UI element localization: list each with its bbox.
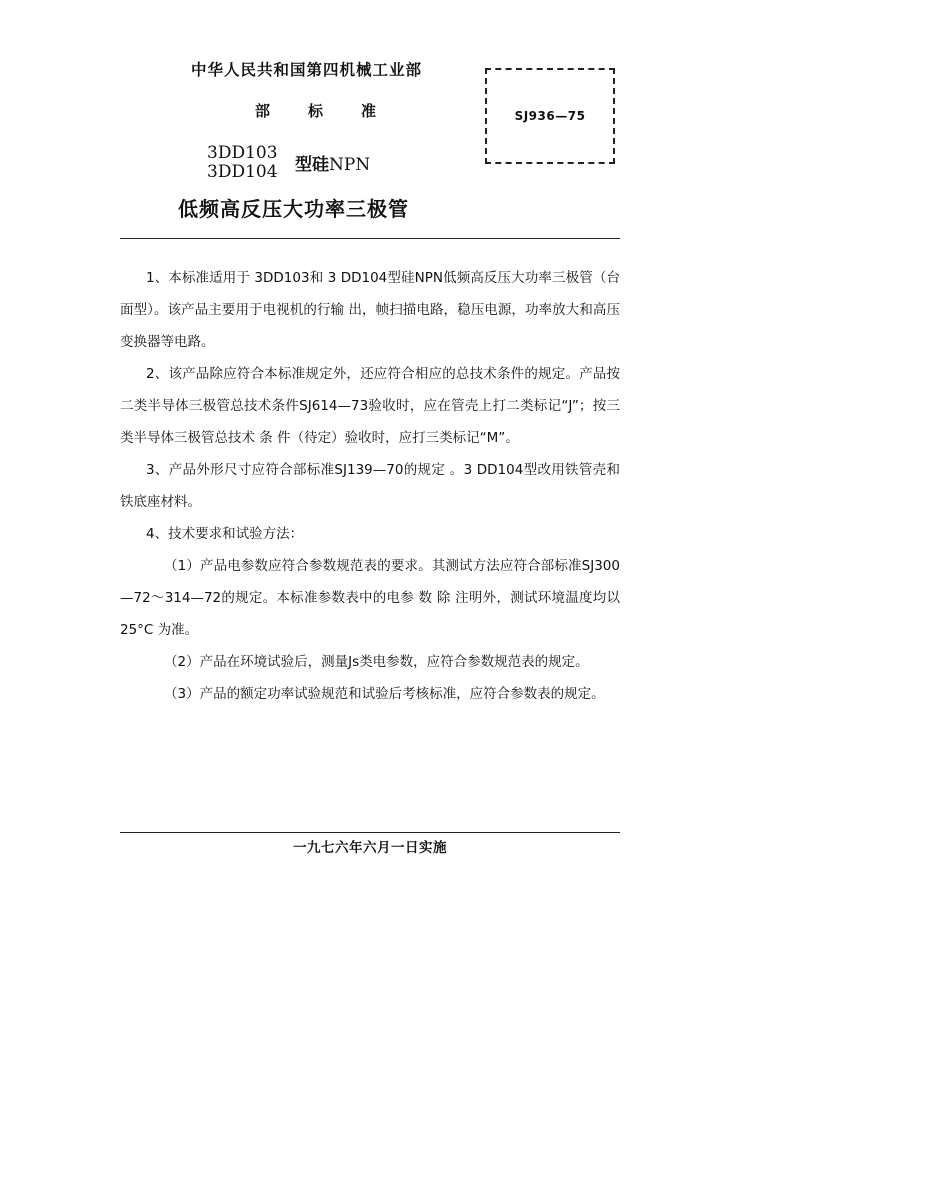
- standard-type-char: 部: [255, 102, 271, 120]
- transistor-type: [295, 150, 370, 175]
- paragraph-4-2: （2）产品在环境试验后，测量Js类电参数，应符合参数规范表的规定。: [164, 654, 589, 670]
- standard-type-char: 准: [361, 102, 377, 120]
- paragraph-4: 4、技术要求和试验方法：: [146, 526, 304, 542]
- standard-code: SJ936—75: [514, 109, 586, 123]
- top-divider: [120, 238, 620, 239]
- document-title: 低频高反压大功率三极管: [178, 197, 409, 221]
- standard-code-box: [485, 68, 615, 164]
- standard-type: [255, 100, 414, 121]
- type-npn: NPN: [329, 155, 371, 175]
- paragraph-4-1: （1）产品电参数应符合参数规范表的要求。其测试方法应符合部标准SJ300—72～314—72的规定。本标准参数表中的电参 数 除 注明外，测试环境温度均以25°C 为准。: [120, 558, 620, 638]
- type-prefix: 型硅: [295, 155, 329, 175]
- document-body: [120, 262, 620, 710]
- ministry-name: 中华人民共和国第四机械工业部: [191, 61, 423, 79]
- model-numbers: [207, 144, 278, 182]
- paragraph-4-3: （3）产品的额定功率试验规范和试验后考核标准，应符合参数表的规定。: [164, 686, 605, 702]
- effective-date: 一九七六年六月一日实施: [293, 840, 447, 856]
- paragraph-3: 3、产品外形尺寸应符合部标准SJ139—70的规定 。3 DD104型改用铁管壳和铁底座材料。: [120, 462, 620, 510]
- model-number: 3DD103: [207, 143, 278, 163]
- paragraph-1: 1、本标准适用于 3DD103和 3 DD104型硅NPN低频高反压大功率三极管（台面型）。该产品主要用于电视机的行输 出，帧扫描电路，稳压电源，功率放大和高压变换器等电路。: [120, 270, 620, 350]
- model-number: 3DD104: [207, 162, 278, 182]
- paragraph-2: 2、该产品除应符合本标准规定外，还应符合相应的总技术条件的规定。产品按二类半导体三极管总技术条件SJ614—73验收时，应在管壳上打二类标记“J”；按三类半导体三极管总技术 条 件（待定）验收时，应打三类标记“M”。: [120, 366, 620, 446]
- bottom-divider: [120, 832, 620, 833]
- standard-type-char: 标: [308, 102, 324, 120]
